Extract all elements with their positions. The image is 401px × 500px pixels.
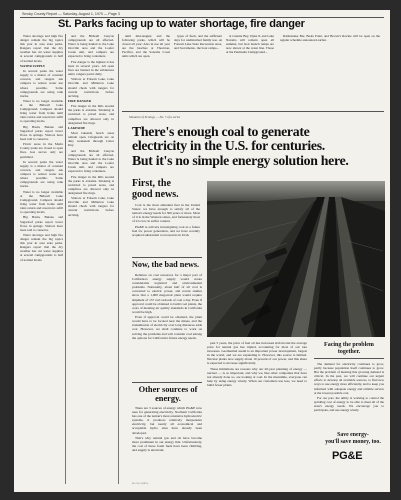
ad-save-energy-slogan — [320, 432, 386, 446]
article-paragraph: at Granite Bay, Dyke 8, and Lake Natoma will remain open all summer, but boat launch ramps are now shown at the water line. Those at the Peninsula Campground... — [226, 34, 274, 55]
ad-bad-news-body — [132, 273, 202, 379]
article-paragraph: Big Basin, Butano and Sugarloaf parks report lower flows in springs. Visitors have been told to conserve. — [20, 124, 63, 141]
article-paragraph: Big Basin, Butano and Sugarloaf parks report lower flows in springs. Visitors have been told to conserve. — [20, 215, 63, 232]
ad-paragraph: Coal is the most abundant fuel in the United States: we have enough to satisfy all of the nation's energy needs for 300 years or more. Most of it is in the Western states, and fortunately most of it is low in sulfur content. — [132, 203, 200, 224]
ad-headline-line: But it's no simple energy solution here. — [132, 152, 349, 168]
article-paragraph: In several parks the water supply is a matter of constant concern, and rangers ask campers to reduce water use where possible. Some campgrounds are using tank trucks. — [20, 159, 63, 189]
running-header: Smoky County Report — Saturday, August 1, 1970 — Page 3 — [22, 12, 120, 16]
ad-section-rule — [132, 257, 202, 258]
ad-section-title-good-news: First, the good news. — [132, 178, 179, 200]
ad-paragraph: past 5 years, the price of fuel oil has increased sixfold and the average price for natural gas has tripled, accounting for most of our rate increases. Geothermal steam is an important power development, largest in the world, and we are expanding it. However, this source is limited. Nuclear plants now supply about 10 percent of our power, and this share is expected to increase significantly. — [207, 341, 307, 366]
article-paragraph: Picnic areas in the Marin County parks are closed to open fires. Gas stoves only are permitted. — [20, 142, 63, 159]
ad-top-rule — [122, 111, 384, 112]
ad-headline-line: There's enough coal to generate — [132, 124, 310, 139]
ad-paragraph: Even if approval could be obtained, the plant would have to be located near the mines, and the transmission of electricity over long distances adds cost. However, we shall continue to work on solving the problems and will consider coal among the options for California's future energy needs. — [132, 315, 202, 340]
ad-facing-body — [314, 362, 384, 428]
ad-middle-body — [207, 341, 307, 451]
ad-paragraph: Reliance on coal resources for a major part of California's energy supply would create considerable logistical and environmental problems. Nationally, about half of all coal is converted to electric power, and recent studies show that a 1,000 megawatt plant would require shipment of 137 rail carloads of coal a day. Even if approval could be obtained to build coal plants, the costs of meeting air quality standards in California would be high. — [132, 273, 202, 314]
ad-paragraph: That's why natural gas and oil have become more prominent in our energy mix. Unfortunately, the cost of these fossil fuels have been climbing, and supply is uncertain. — [132, 435, 202, 453]
ad-section-rule — [314, 358, 384, 359]
pge-logo: PG&E — [332, 450, 363, 462]
article-paragraph: types of fuels, and the sufficient days for undisturbed family use. At Folsom Lake State Recreation Area, and Sacramento, the boat camps... — [174, 34, 222, 51]
article-subhead: FIRE DANGER — [68, 98, 91, 103]
article-column-5 — [226, 34, 274, 108]
ad-paragraph: For our part, the utility is working to control the spiraling cost of energy to be able to meet all of the state's energy needs. We encourage you to participate, and use energy wisely. — [314, 395, 384, 413]
ad-headline — [132, 125, 372, 168]
article-paragraph: Water is no longer available at the Bidwell Lake Campground. Campers should bring water from home until rains return and reservoirs refill to operating levels. — [20, 98, 63, 124]
ad-slogan-line: you'll save money, too. — [325, 438, 381, 445]
article-subhead: WATER SUPPLY — [20, 63, 46, 68]
column-rule — [65, 34, 66, 484]
ad-section-title-other-sources: Other sources of energy. — [138, 385, 198, 403]
article-paragraph: In several parks the water supply is a matter of constant concern, and rangers ask campers to reduce water use where possible. Some campgrounds are using tank trucks. — [20, 69, 63, 98]
article-column-4 — [174, 34, 222, 108]
ad-slogan-line: Save energy- — [337, 432, 369, 438]
article-paragraph: Rattlesnake Bar, Beals Point, and Brown's Ravine will be open on the regular schedule announced earlier. — [280, 34, 380, 43]
article-paragraph: Fire danger in the hills around the parks is extreme. Smoking is restricted to paved areas, and campfires are allowed only in designated fire rings. — [68, 174, 114, 195]
article-subhead: LAKESIDE — [68, 125, 86, 130]
column-rule — [118, 34, 119, 484]
article-paragraph: Water is no longer available at the Bidwell Lake Campground. Campers should bring water from home until rains return and reservoirs refill to operating levels. — [20, 189, 63, 215]
ad-headline-line: electricity in the U.S. for centuries. — [132, 138, 325, 154]
article-column-6 — [280, 34, 380, 108]
article-paragraph: Fire danger is the highest it has been in several years. All open fires are banned in the wilderness units; rangers patrol daily. — [68, 59, 114, 77]
article-paragraph: Water shortage and high fire danger remain the big topics this year in area state parks. Rangers report that the dry weather has cut water supplies at several campgrounds to half of normal levels. — [20, 233, 63, 262]
ad-paragraph: The demand for electricity continues to grow, partly because population itself continues to grow. But the problem of meeting this growing demand is critical. In the past, we will continue our urgent efforts to develop all available sources, to find new ways to use energy more efficiently, and to keep you informed with adequate energy and reliable service at the lowest possible cost. — [314, 362, 384, 395]
article-headline: St. Parks facing up to water shortage, fire danger — [58, 18, 305, 30]
ad-good-news-body — [132, 203, 200, 255]
article-paragraph: Most lakeside beach areas remain open. Lifeguards are on duty weekends through Labor Day. — [68, 131, 114, 148]
ad-section-rule — [132, 382, 202, 383]
newspaper-page — [14, 10, 390, 492]
coal-train-illustration — [207, 181, 385, 337]
article-paragraph: and the Bidwell Canyon campgrounds are all affected. Water is being hauled to the Lake Oroville area and the Loafer Creek unit, and campers are expected to bring containers. — [68, 34, 114, 59]
article-paragraph: Fire danger in the hills around the parks is extreme. Smoking is restricted to paved areas, and campfires are allowed only in designated fire rings. — [68, 104, 114, 125]
article-column-1 — [20, 34, 63, 484]
article-paragraph: and the Bidwell Canyon campgrounds are all affected. Water is being hauled to the Lake Oroville area and the Loafer Creek unit, and campers are expected to bring containers. — [68, 148, 114, 174]
article-paragraph: Visitors at Folsom Lake, Lake Oroville and Millerton Lake should check with rangers for current restrictions before arriving. — [68, 77, 114, 98]
ad-series-tag: Situation of Ecology — No. 7 of a series — [129, 115, 181, 119]
ad-paragraph: PG&E is actively investigating coal as a future fuel for power generation, and we have recently acquired substantial coal reserves in Utah. — [132, 224, 200, 237]
ad-section-title-bad-news: Now, the bad news. — [132, 260, 200, 269]
ad-paragraph: There are 3 sources of energy which PG&E now uses for generating electricity. Northern California has one of the nation's most extensive hydroelectric systems. It produces relatively inexpensive electricity, but nearly all economical and acceptable hydro sites have already been developed. — [132, 406, 202, 435]
ad-footer-code: PG-74-1 (REV.) — [132, 482, 149, 485]
article-paragraph: Visitors at Folsom Lake, Lake Oroville and Millerton Lake should check with rangers for current restrictions before arriving. — [68, 196, 114, 217]
coal-train-photo — [207, 181, 385, 337]
article-column-3 — [122, 34, 170, 108]
ad-section-title-facing: Facing the problem together. — [324, 342, 374, 355]
ad-other-sources-body — [132, 406, 202, 484]
ad-paragraph: These limitations are reasons why our 20-year planning of energy — nuclear — is so important, and why we, like other companies that have not already done so, are looking at coal. In the meantime, everyone can help by using energy wisely. When our customers use less, we need to build fewer plants. — [207, 366, 307, 388]
article-paragraph: Water shortage and high fire danger remain the big topics this year in area state parks. Rangers report that the dry weather has cut water supplies at several campgrounds to half of normal levels. — [20, 34, 63, 63]
article-column-2 — [68, 34, 114, 484]
article-paragraph: until mid-August, and the following parks, which will be closed all year: Also in use all year are the beaches at Thornton, Pacifica, and the Sonoma Coast units which are open. — [122, 34, 170, 59]
